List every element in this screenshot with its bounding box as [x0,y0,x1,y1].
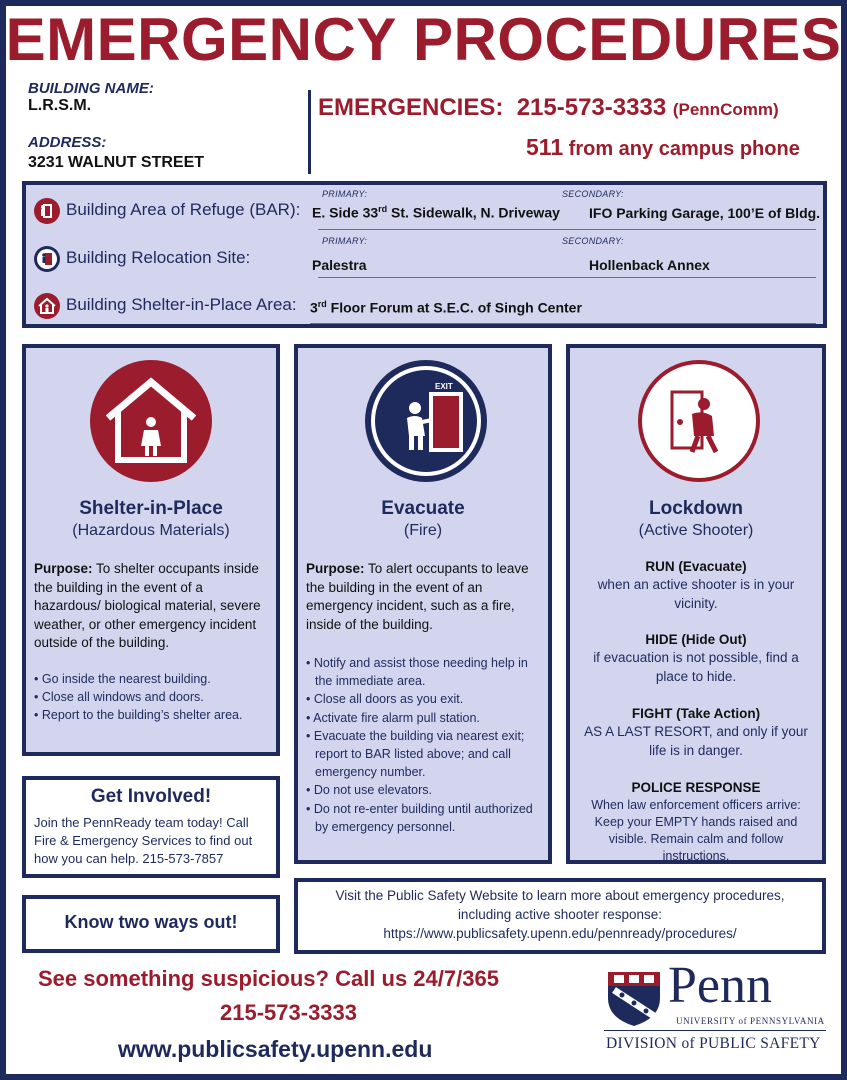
evacuate-title: Evacuate [381,498,465,519]
fight-heading: FIGHT (Take Action) [631,706,761,721]
emergency-line [318,94,779,122]
get-involved-box [22,776,280,878]
visit-line-1: Visit the Public Safety Website to learn more about emergency procedures, [335,888,785,903]
fight-text: AS A LAST RESORT, and only if your life is in danger. [584,724,808,758]
exit-sign-label: EXIT [435,382,453,391]
address-label: ADDRESS: [28,134,107,151]
divider-line [318,229,816,230]
page-title: EMERGENCY PROCEDURES [5,6,842,73]
police-text: When law enforcement officers arrive: Keep your EMPTY hands raised and visible. Remain calm and follow instructions. [591,798,801,863]
penn-university: UNIVERSITY of PENNSYLVANIA [676,1016,825,1026]
shelter-purpose: Purpose: To shelter occupants inside the building in the event of a hazardous/ biological material, severe weather, or other emergency incident outside of the building. [34,561,261,650]
shelter-area-value: 3rd Floor Forum at S.E.C. of Singh Center [310,299,582,316]
list-item: • Do not use elevators. [306,781,542,799]
visit-box [294,878,826,954]
house-person-icon [90,360,212,482]
shelter-area-label: Building Shelter-in-Place Area: [66,295,297,314]
list-item: • Go inside the nearest building. [34,670,270,688]
relocation-label: Building Relocation Site: [66,248,251,267]
relocation-secondary-header: SECONDARY: [562,236,624,246]
relocation-primary: Palestra [312,257,367,273]
lockdown-card [566,344,826,864]
visit-text [306,886,814,943]
penn-shield-icon [604,968,664,1028]
relocation-primary-header: PRIMARY: [322,236,368,246]
building-name: L.R.S.M. [28,97,92,114]
suspicious-text: See something suspicious? Call us 24/7/365 [38,966,499,991]
emergency-phone-note: (PennComm) [672,100,779,119]
evacuate-card [294,344,552,864]
campus-text: from any campus phone [568,138,800,160]
refuge-secondary-header: SECONDARY: [562,189,624,199]
footer-website-link[interactable]: www.publicsafety.upenn.edu [118,1036,433,1062]
list-item: • Notify and assist those needing help in the immediate area. [306,654,542,690]
run-block [576,558,816,613]
hide-block [576,631,816,686]
refuge-primary-header: PRIMARY: [322,189,368,199]
campus-number: 511 [526,134,564,160]
footer-phone[interactable]: 215-573-3333 [220,1000,358,1025]
shelter-subtitle: (Hazardous Materials) [72,522,230,539]
fight-block [576,705,816,760]
locations-box [22,181,827,328]
shelter-row [26,285,316,325]
police-block [576,779,816,865]
refuge-label: Building Area of Refuge (BAR): [66,200,301,219]
know-two-ways-box [22,895,280,953]
list-item: • Report to the building’s shelter area. [34,706,270,724]
building-name-label: BUILDING NAME: [28,80,154,97]
evacuate-bullets [306,654,542,836]
know-two-ways-text: Know two ways out! [64,912,238,932]
refuge-icon [34,198,60,224]
divider-line [318,277,816,278]
lockdown-subtitle: (Active Shooter) [638,522,754,539]
person-leaving-door-icon [638,360,760,482]
evacuate-purpose: Purpose: To alert occupants to leave the building in the event of an emergency incident, such as a fire, inside of the building. [306,561,529,632]
header-divider [308,90,311,174]
list-item: • Do not re-enter building until authorized by emergency personnel. [306,800,542,836]
visit-line-2: including active shooter response: [457,907,663,922]
list-item: • Close all windows and doors. [34,688,270,706]
shelter-area-icon [34,293,60,319]
divider-line [310,323,816,324]
emergency-label: EMERGENCIES: [318,94,504,121]
police-heading: POLICE RESPONSE [631,780,761,795]
refuge-primary: E. Side 33rd St. Sidewalk, N. Driveway [312,204,560,221]
emergency-phone[interactable]: 215-573-3333 [516,94,667,121]
penn-logo [604,957,826,1064]
list-item: • Activate fire alarm pull station. [306,709,542,727]
shelter-bullets [34,670,270,725]
penn-division: DIVISION of PUBLIC SAFETY [606,1035,821,1052]
visit-url-link[interactable]: https://www.publicsafety.upenn.edu/pennready/procedures/ [383,926,737,941]
campus-phone-line [526,134,800,161]
run-heading: RUN (Evacuate) [645,559,747,574]
relocation-row [26,238,316,278]
penn-wordmark: Penn [668,957,772,1014]
run-text: when an active shooter is in your vicinity. [597,577,795,611]
list-item: • Close all doors as you exit. [306,690,542,708]
refuge-row [26,190,316,230]
exit-door-icon [365,360,487,482]
lockdown-title: Lockdown [649,498,743,519]
relocation-icon [34,246,60,272]
list-item: • Evacuate the building via nearest exit; report to BAR listed above; and call emergency number. [306,727,542,782]
hide-heading: HIDE (Hide Out) [645,632,747,647]
relocation-secondary: Hollenback Annex [589,257,710,273]
shelter-title: Shelter-in-Place [79,498,223,519]
hide-text: if evacuation is not possible, find a place to hide. [593,650,799,684]
shelter-card [22,344,280,756]
refuge-secondary: IFO Parking Garage, 100’E of Bldg. [589,205,821,221]
logo-divider [604,1030,826,1031]
get-involved-text: Join the PennReady team today! Call Fire & Emergency Services to find out how you can help. 215-573-7857 [34,815,253,866]
evacuate-subtitle: (Fire) [403,522,443,539]
get-involved-title: Get Involved! [90,786,212,807]
address: 3231 WALNUT STREET [28,154,205,171]
